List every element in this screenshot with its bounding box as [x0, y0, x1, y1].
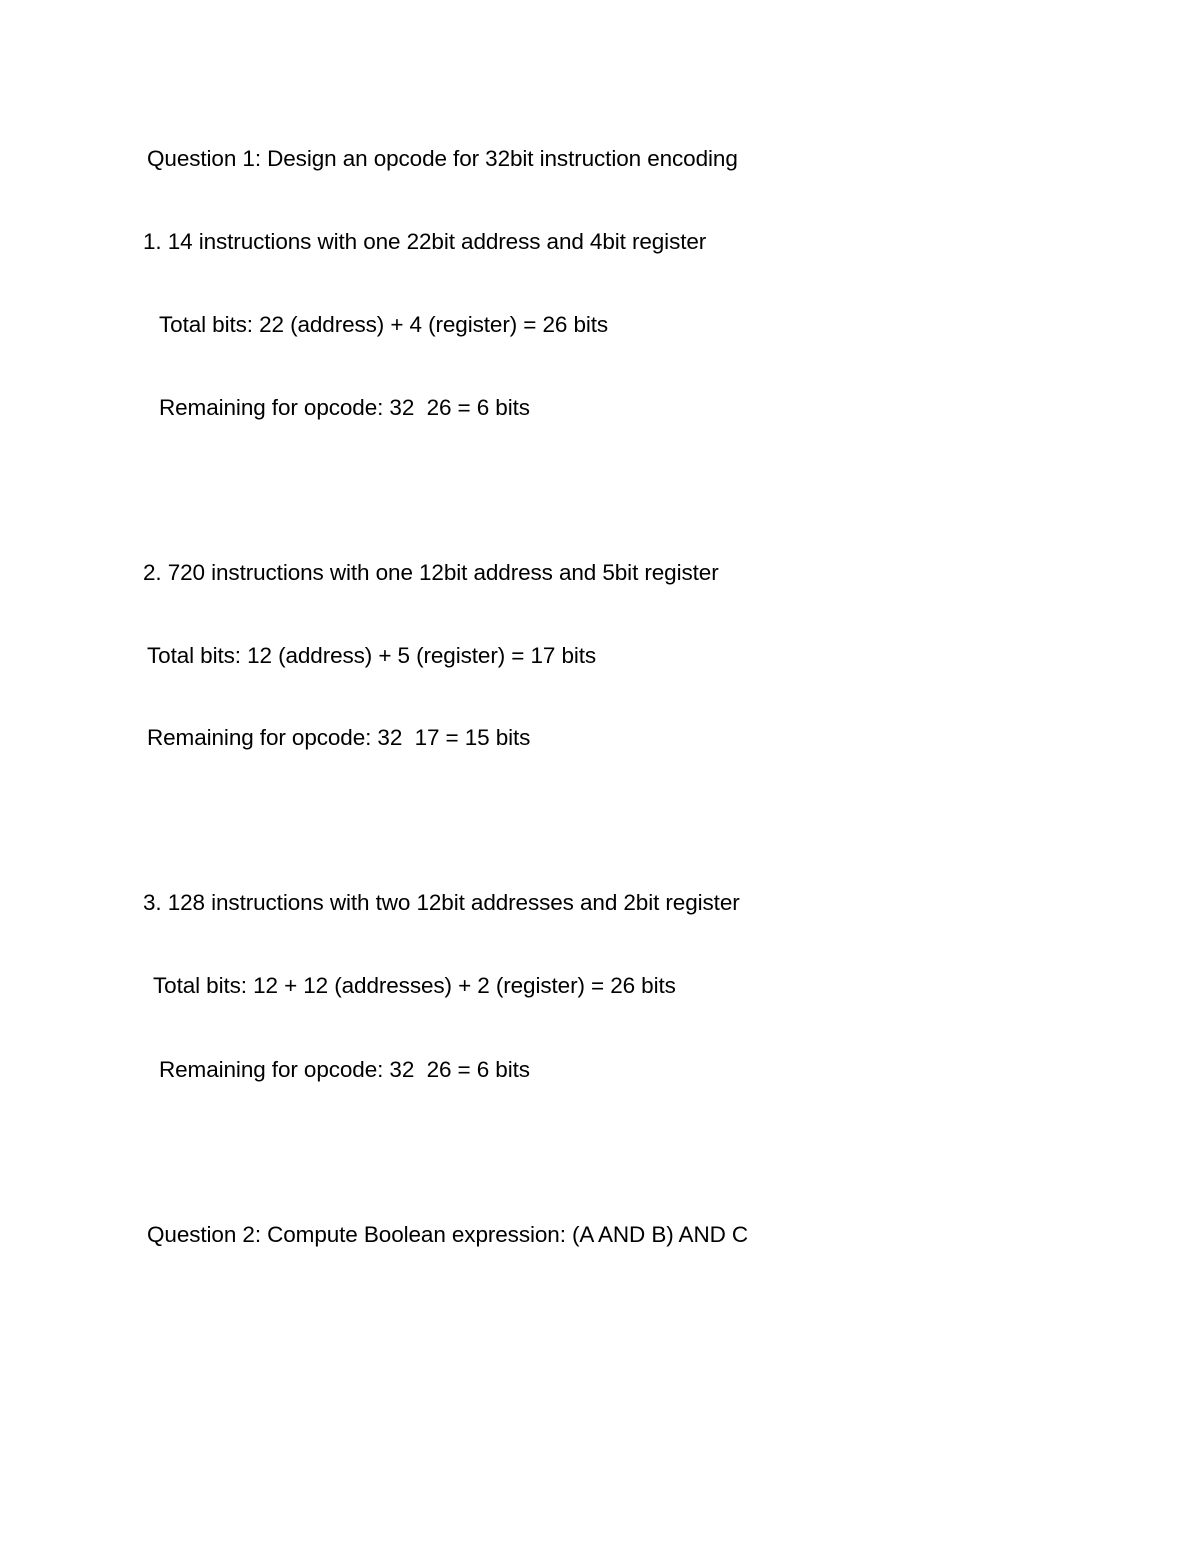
section-1-heading: 1. 14 instructions with one 22bit address and 4bit register — [143, 229, 707, 254]
section-1-remaining-opcode: Remaining for opcode: 32 26 = 6 bits — [159, 395, 530, 420]
section-3-total-bits: Total bits: 12 + 12 (addresses) + 2 (register) = 26 bits — [153, 973, 676, 998]
section-3-remaining-opcode: Remaining for opcode: 32 26 = 6 bits — [159, 1057, 530, 1082]
section-3-heading: 3. 128 instructions with two 12bit addresses and 2bit register — [143, 890, 740, 915]
question-2-title: Question 2: Compute Boolean expression: (A AND B) AND C — [147, 1222, 749, 1247]
section-1-total-bits: Total bits: 22 (address) + 4 (register) = 26 bits — [159, 312, 609, 337]
section-2-total-bits: Total bits: 12 (address) + 5 (register) = 17 bits — [147, 643, 597, 668]
section-2-heading: 2. 720 instructions with one 12bit address and 5bit register — [143, 560, 719, 585]
section-2-remaining-opcode: Remaining for opcode: 32 17 = 15 bits — [147, 725, 531, 750]
question-1-title: Question 1: Design an opcode for 32bit instruction encoding — [147, 146, 738, 171]
